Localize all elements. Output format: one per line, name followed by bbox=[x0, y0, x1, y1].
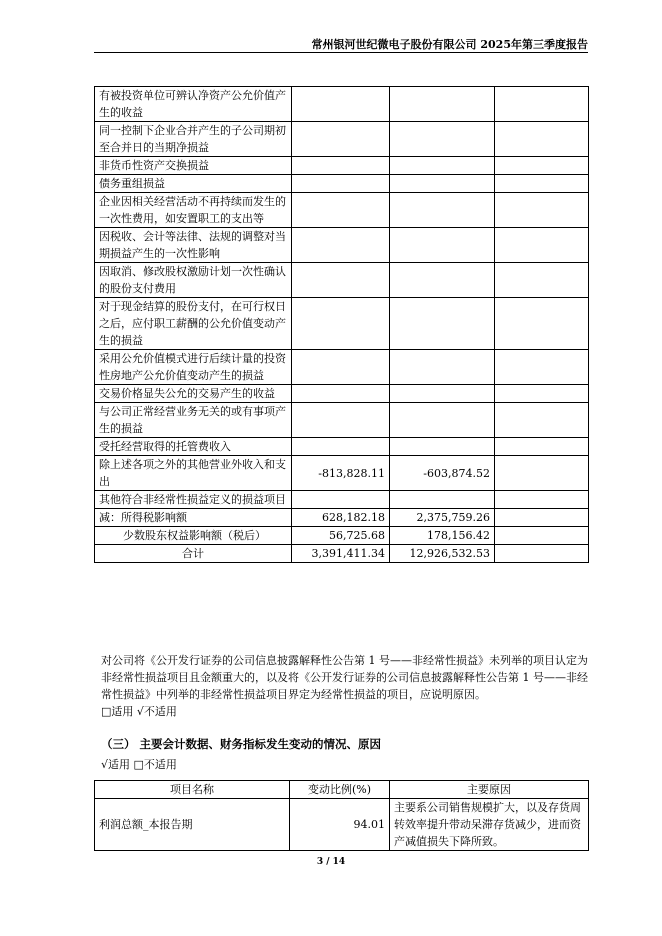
table-row bbox=[95, 527, 589, 545]
row-note bbox=[495, 263, 589, 298]
section-applicability: √适用 □不适用 bbox=[101, 758, 177, 771]
row-note bbox=[495, 122, 589, 157]
year-to-date-value bbox=[390, 193, 495, 228]
table-row bbox=[95, 456, 589, 491]
row-label: 对于现金结算的股份支付，在可行权日之后，应付职工薪酬的公允价值变动产生的损益 bbox=[95, 298, 292, 350]
current-period-value bbox=[292, 350, 390, 385]
col-header-item: 项目名称 bbox=[95, 781, 290, 799]
row-label: 除上述各项之外的其他营业外收入和支出 bbox=[95, 456, 292, 491]
change-ratio: 94.01 bbox=[290, 799, 390, 851]
row-note bbox=[495, 193, 589, 228]
row-label: 采用公允价值模式进行后续计量的投资性房地产公允价值变动产生的损益 bbox=[95, 350, 292, 385]
non-recurring-gains-table bbox=[94, 86, 589, 563]
row-note bbox=[495, 491, 589, 509]
change-reasons-table bbox=[94, 780, 589, 851]
row-label: 有被投资单位可辨认净资产公允价值产生的收益 bbox=[95, 87, 292, 122]
explanation-note: 对公司将《公开发行证券的公司信息披露解释性公告第 1 号——非经常性损益》未列举的项目认定为非经常性损益项目且金额重大的，以及将《公开发行证券的公司信息披露解释性公告第 1 号——非经常性损益》中列举的非经常性损益项目界定为经常性损益的项目，应说明原因。 bbox=[101, 654, 588, 701]
section-heading: （三） 主要会计数据、财务指标发生变动的情况、原因 bbox=[101, 737, 382, 751]
table-row bbox=[95, 298, 589, 350]
row-note bbox=[495, 298, 589, 350]
year-to-date-value bbox=[390, 175, 495, 193]
year-to-date-value: 2,375,759.26 bbox=[390, 509, 495, 527]
current-period-value: 628,182.18 bbox=[292, 509, 390, 527]
table-row bbox=[95, 385, 589, 403]
current-period-value: 56,725.68 bbox=[292, 527, 390, 545]
table-row bbox=[95, 491, 589, 509]
row-note bbox=[495, 385, 589, 403]
current-period-value bbox=[292, 385, 390, 403]
row-label: 因税收、会计等法律、法规的调整对当期损益产生的一次性影响 bbox=[95, 228, 292, 263]
page-number: 3 / 14 bbox=[316, 857, 346, 867]
year-to-date-value bbox=[390, 438, 495, 456]
note-applicability: □适用 √不适用 bbox=[101, 705, 177, 718]
page-header bbox=[94, 34, 588, 53]
year-to-date-value bbox=[390, 350, 495, 385]
row-label: 合计 bbox=[95, 545, 292, 563]
table-row bbox=[95, 175, 589, 193]
current-period-value bbox=[292, 87, 390, 122]
table-row bbox=[95, 263, 589, 298]
row-label: 少数股东权益影响额（税后） bbox=[95, 527, 292, 545]
year-to-date-value bbox=[390, 157, 495, 175]
row-label: 减：所得税影响额 bbox=[95, 509, 292, 527]
year-to-date-value bbox=[390, 491, 495, 509]
row-note bbox=[495, 403, 589, 438]
current-period-value: -813,828.11 bbox=[292, 456, 390, 491]
row-label: 与公司正常经营业务无关的或有事项产生的损益 bbox=[95, 403, 292, 438]
col-header-ratio: 变动比例(%) bbox=[290, 781, 390, 799]
current-period-value bbox=[292, 193, 390, 228]
row-label: 债务重组损益 bbox=[95, 175, 292, 193]
row-note bbox=[495, 175, 589, 193]
year-to-date-value bbox=[390, 385, 495, 403]
row-label: 非货币性资产交换损益 bbox=[95, 157, 292, 175]
current-period-value bbox=[292, 228, 390, 263]
main-reason: 主要系公司销售规模扩大，以及存货周转效率提升带动呆滞存货减少，进而资产减值损失下降所致。 bbox=[390, 799, 589, 851]
current-period-value bbox=[292, 298, 390, 350]
current-period-value bbox=[292, 122, 390, 157]
row-note bbox=[495, 527, 589, 545]
year-to-date-value bbox=[390, 228, 495, 263]
row-note bbox=[495, 157, 589, 175]
row-label: 同一控制下企业合并产生的子公司期初至合并日的当期净损益 bbox=[95, 122, 292, 157]
table-row bbox=[95, 87, 589, 122]
header-row bbox=[95, 781, 589, 799]
current-period-value: 3,391,411.34 bbox=[292, 545, 390, 563]
row-note bbox=[495, 438, 589, 456]
row-label: 受托经营取得的托管费收入 bbox=[95, 438, 292, 456]
year-to-date-value: 12,926,532.53 bbox=[390, 545, 495, 563]
row-note bbox=[495, 545, 589, 563]
item-name: 利润总额_本报告期 bbox=[95, 799, 290, 851]
year-to-date-value bbox=[390, 87, 495, 122]
year-to-date-value bbox=[390, 122, 495, 157]
table-row bbox=[95, 122, 589, 157]
row-note bbox=[495, 228, 589, 263]
row-label: 因取消、修改股权激励计划一次性确认的股份支付费用 bbox=[95, 263, 292, 298]
row-note bbox=[495, 456, 589, 491]
current-period-value bbox=[292, 491, 390, 509]
current-period-value bbox=[292, 263, 390, 298]
table-row bbox=[95, 350, 589, 385]
report-title: 常州银河世纪微电子股份有限公司 2025年第三季度报告 bbox=[311, 38, 588, 51]
row-label: 其他符合非经常性损益定义的损益项目 bbox=[95, 491, 292, 509]
current-period-value bbox=[292, 175, 390, 193]
row-label: 交易价格显失公允的交易产生的收益 bbox=[95, 385, 292, 403]
table-row bbox=[95, 228, 589, 263]
col-header-reason: 主要原因 bbox=[390, 781, 589, 799]
current-period-value bbox=[292, 403, 390, 438]
row-label: 企业因相关经营活动不再持续而发生的一次性费用，如安置职工的支出等 bbox=[95, 193, 292, 228]
table-row bbox=[95, 157, 589, 175]
year-to-date-value bbox=[390, 298, 495, 350]
table-row bbox=[95, 193, 589, 228]
row-note bbox=[495, 509, 589, 527]
current-period-value bbox=[292, 438, 390, 456]
row-note bbox=[495, 350, 589, 385]
table-row bbox=[95, 509, 589, 527]
table-row bbox=[95, 799, 589, 851]
year-to-date-value bbox=[390, 263, 495, 298]
table-row bbox=[95, 438, 589, 456]
year-to-date-value: -603,874.52 bbox=[390, 456, 495, 491]
table-row bbox=[95, 545, 589, 563]
year-to-date-value: 178,156.42 bbox=[390, 527, 495, 545]
row-note bbox=[495, 87, 589, 122]
current-period-value bbox=[292, 157, 390, 175]
year-to-date-value bbox=[390, 403, 495, 438]
table-row bbox=[95, 403, 589, 438]
